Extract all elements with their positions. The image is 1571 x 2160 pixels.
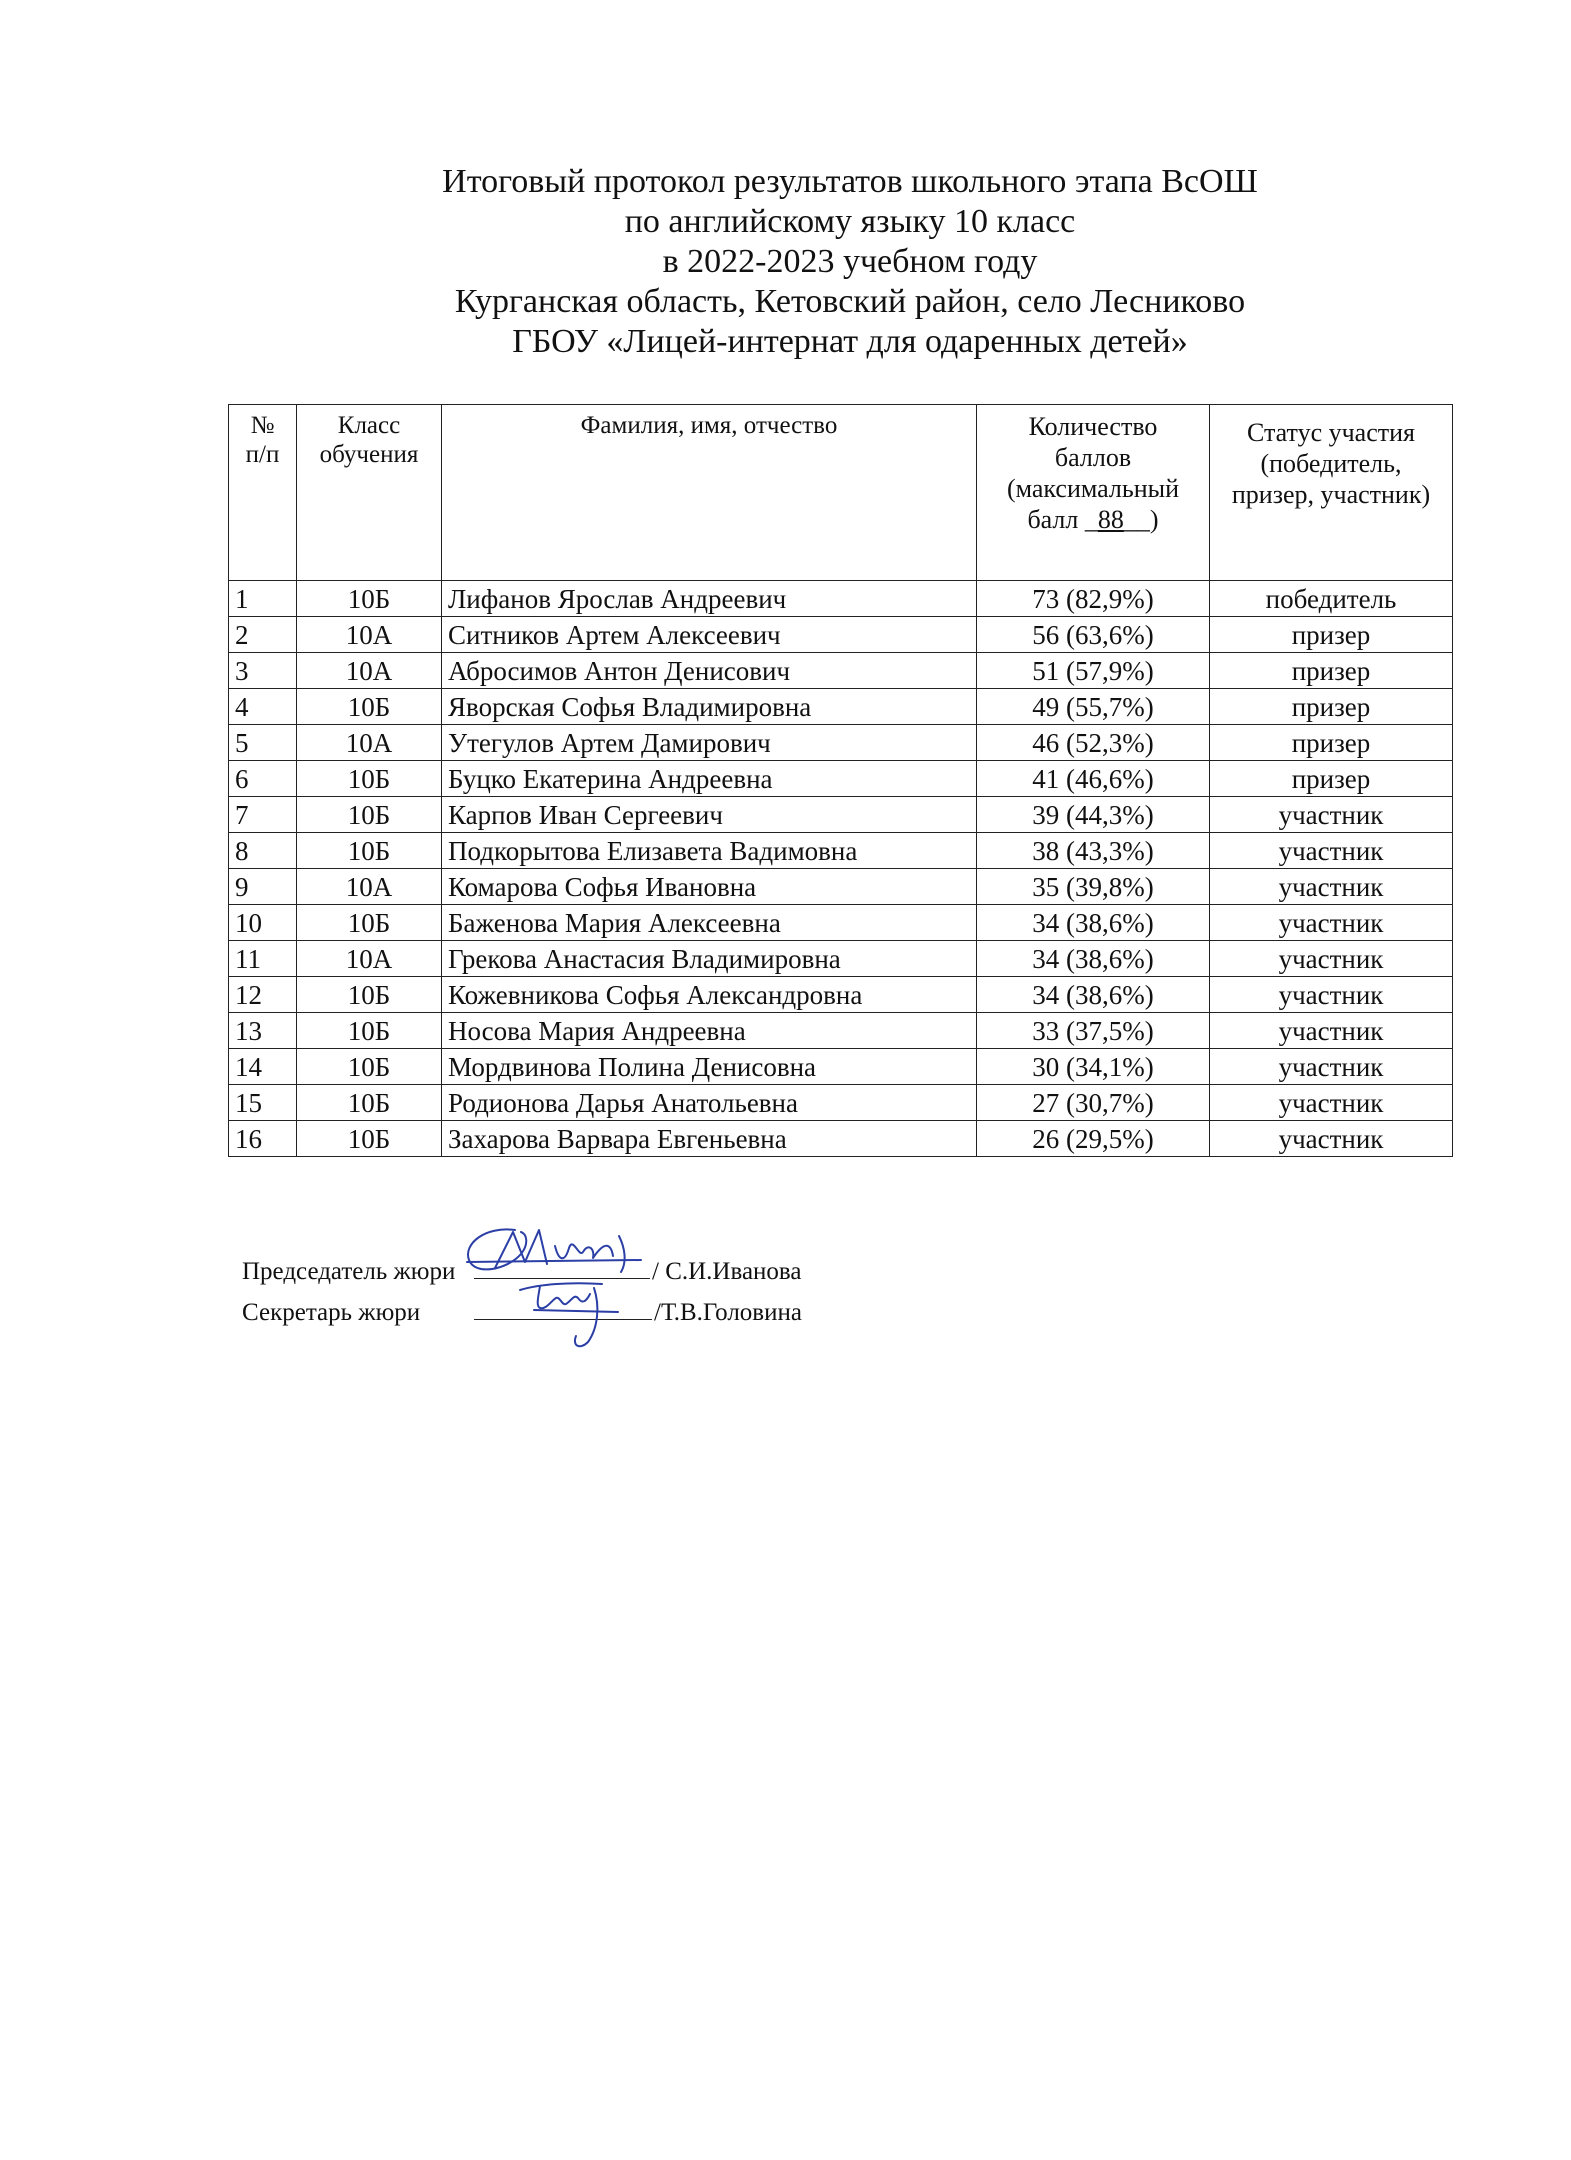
row-status-cell: призер <box>1210 653 1453 689</box>
row-class-cell: 10Б <box>297 833 442 869</box>
header-num: № п/п <box>229 405 297 581</box>
row-name-cell: Абросимов Антон Денисович <box>442 653 977 689</box>
row-score-cell: 41 (46,6%) <box>977 761 1210 797</box>
row-name-cell: Родионова Дарья Анатольевна <box>442 1085 977 1121</box>
row-class-cell: 10А <box>297 869 442 905</box>
table-row <box>229 761 1453 797</box>
row-score-cell: 35 (39,8%) <box>977 869 1210 905</box>
row-score-cell: 33 (37,5%) <box>977 1013 1210 1049</box>
row-name-cell: Подкорытова Елизавета Вадимовна <box>442 833 977 869</box>
row-status-cell: участник <box>1210 1049 1453 1085</box>
title-line-4: Курганская область, Кетовский район, село Лесниково <box>454 283 1246 320</box>
secretary-handwritten-signature <box>510 1276 630 1356</box>
row-score-cell: 27 (30,7%) <box>977 1085 1210 1121</box>
table-row <box>229 1085 1453 1121</box>
row-num-cell: 12 <box>229 977 297 1013</box>
row-class-cell: 10А <box>297 941 442 977</box>
row-status-cell: участник <box>1210 905 1453 941</box>
row-class-cell: 10Б <box>297 905 442 941</box>
row-status-cell: участник <box>1210 941 1453 977</box>
row-status-cell: участник <box>1210 833 1453 869</box>
title-line-2: по английскому языку 10 класс <box>624 203 1076 240</box>
row-num-cell: 2 <box>229 617 297 653</box>
row-name-cell: Захарова Варвара Евгеньевна <box>442 1121 977 1157</box>
row-num-cell: 1 <box>229 581 297 617</box>
row-score-cell: 34 (38,6%) <box>977 905 1210 941</box>
row-status-cell: участник <box>1210 977 1453 1013</box>
row-name-cell: Яворская Софья Владимировна <box>442 689 977 725</box>
table-row <box>229 653 1453 689</box>
table-header-row <box>229 405 1453 581</box>
document-title <box>290 162 1410 362</box>
row-num-cell: 11 <box>229 941 297 977</box>
row-score-cell: 30 (34,1%) <box>977 1049 1210 1085</box>
table-row <box>229 725 1453 761</box>
row-class-cell: 10Б <box>297 761 442 797</box>
row-class-cell: 10А <box>297 617 442 653</box>
row-num-cell: 8 <box>229 833 297 869</box>
row-name-cell: Мордвинова Полина Денисовна <box>442 1049 977 1085</box>
row-score-cell: 49 (55,7%) <box>977 689 1210 725</box>
row-num-cell: 7 <box>229 797 297 833</box>
table-row <box>229 581 1453 617</box>
row-score-cell: 73 (82,9%) <box>977 581 1210 617</box>
secretary-name: /Т.В.Головина <box>654 1299 802 1326</box>
row-num-cell: 10 <box>229 905 297 941</box>
table-row <box>229 833 1453 869</box>
row-num-cell: 4 <box>229 689 297 725</box>
row-class-cell: 10Б <box>297 797 442 833</box>
row-name-cell: Буцко Екатерина Андреевна <box>442 761 977 797</box>
table-row <box>229 941 1453 977</box>
header-name: Фамилия, имя, отчество <box>442 405 977 581</box>
row-num-cell: 3 <box>229 653 297 689</box>
row-score-cell: 51 (57,9%) <box>977 653 1210 689</box>
max-score: балл _88__) <box>1027 505 1159 534</box>
row-score-cell: 26 (29,5%) <box>977 1121 1210 1157</box>
row-class-cell: 10Б <box>297 581 442 617</box>
results-body <box>229 581 1453 1157</box>
row-status-cell: призер <box>1210 761 1453 797</box>
row-score-cell: 56 (63,6%) <box>977 617 1210 653</box>
row-num-cell: 5 <box>229 725 297 761</box>
table-row <box>229 689 1453 725</box>
header-class: Класс обучения <box>297 405 442 581</box>
table-row <box>229 1121 1453 1157</box>
results-table <box>228 404 1453 1157</box>
row-status-cell: победитель <box>1210 581 1453 617</box>
table-row <box>229 869 1453 905</box>
row-status-cell: участник <box>1210 797 1453 833</box>
row-num-cell: 15 <box>229 1085 297 1121</box>
row-class-cell: 10А <box>297 725 442 761</box>
row-num-cell: 13 <box>229 1013 297 1049</box>
row-class-cell: 10Б <box>297 1013 442 1049</box>
row-status-cell: участник <box>1210 1121 1453 1157</box>
row-status-cell: участник <box>1210 1085 1453 1121</box>
row-class-cell: 10А <box>297 653 442 689</box>
table-row <box>229 977 1453 1013</box>
row-name-cell: Ситников Артем Алексеевич <box>442 617 977 653</box>
table-row <box>229 1049 1453 1085</box>
row-name-cell: Комарова Софья Ивановна <box>442 869 977 905</box>
table-row <box>229 797 1453 833</box>
header-status: Статус участия (победитель, призер, участник) <box>1210 405 1453 581</box>
row-status-cell: участник <box>1210 1013 1453 1049</box>
row-class-cell: 10Б <box>297 977 442 1013</box>
header-score: Количество баллов (максимальный балл _88__) <box>977 405 1210 581</box>
row-score-cell: 34 (38,6%) <box>977 941 1210 977</box>
row-class-cell: 10Б <box>297 1085 442 1121</box>
row-num-cell: 14 <box>229 1049 297 1085</box>
row-class-cell: 10Б <box>297 1121 442 1157</box>
secretary-label: Секретарь жюри <box>242 1299 421 1326</box>
row-name-cell: Карпов Иван Сергеевич <box>442 797 977 833</box>
row-name-cell: Грекова Анастасия Владимировна <box>442 941 977 977</box>
table-row <box>229 617 1453 653</box>
title-line-1: Итоговый протокол результатов школьного этапа ВсОШ <box>442 163 1258 200</box>
row-status-cell: призер <box>1210 617 1453 653</box>
row-status-cell: участник <box>1210 869 1453 905</box>
row-status-cell: призер <box>1210 689 1453 725</box>
chair-label: Председатель жюри <box>242 1258 456 1285</box>
row-num-cell: 6 <box>229 761 297 797</box>
row-num-cell: 9 <box>229 869 297 905</box>
row-class-cell: 10Б <box>297 689 442 725</box>
row-name-cell: Утегулов Артем Дамирович <box>442 725 977 761</box>
row-name-cell: Баженова Мария Алексеевна <box>442 905 977 941</box>
chair-name: / С.И.Иванова <box>652 1258 802 1285</box>
row-score-cell: 34 (38,6%) <box>977 977 1210 1013</box>
row-name-cell: Носова Мария Андреевна <box>442 1013 977 1049</box>
row-score-cell: 46 (52,3%) <box>977 725 1210 761</box>
row-status-cell: призер <box>1210 725 1453 761</box>
row-name-cell: Лифанов Ярослав Андреевич <box>442 581 977 617</box>
row-name-cell: Кожевникова Софья Александровна <box>442 977 977 1013</box>
row-score-cell: 38 (43,3%) <box>977 833 1210 869</box>
table-row <box>229 905 1453 941</box>
row-class-cell: 10Б <box>297 1049 442 1085</box>
title-line-3: в 2022-2023 учебном году <box>662 243 1038 280</box>
row-num-cell: 16 <box>229 1121 297 1157</box>
title-line-5: ГБОУ «Лицей-интернат для одаренных детей» <box>512 323 1188 360</box>
table-row <box>229 1013 1453 1049</box>
row-score-cell: 39 (44,3%) <box>977 797 1210 833</box>
